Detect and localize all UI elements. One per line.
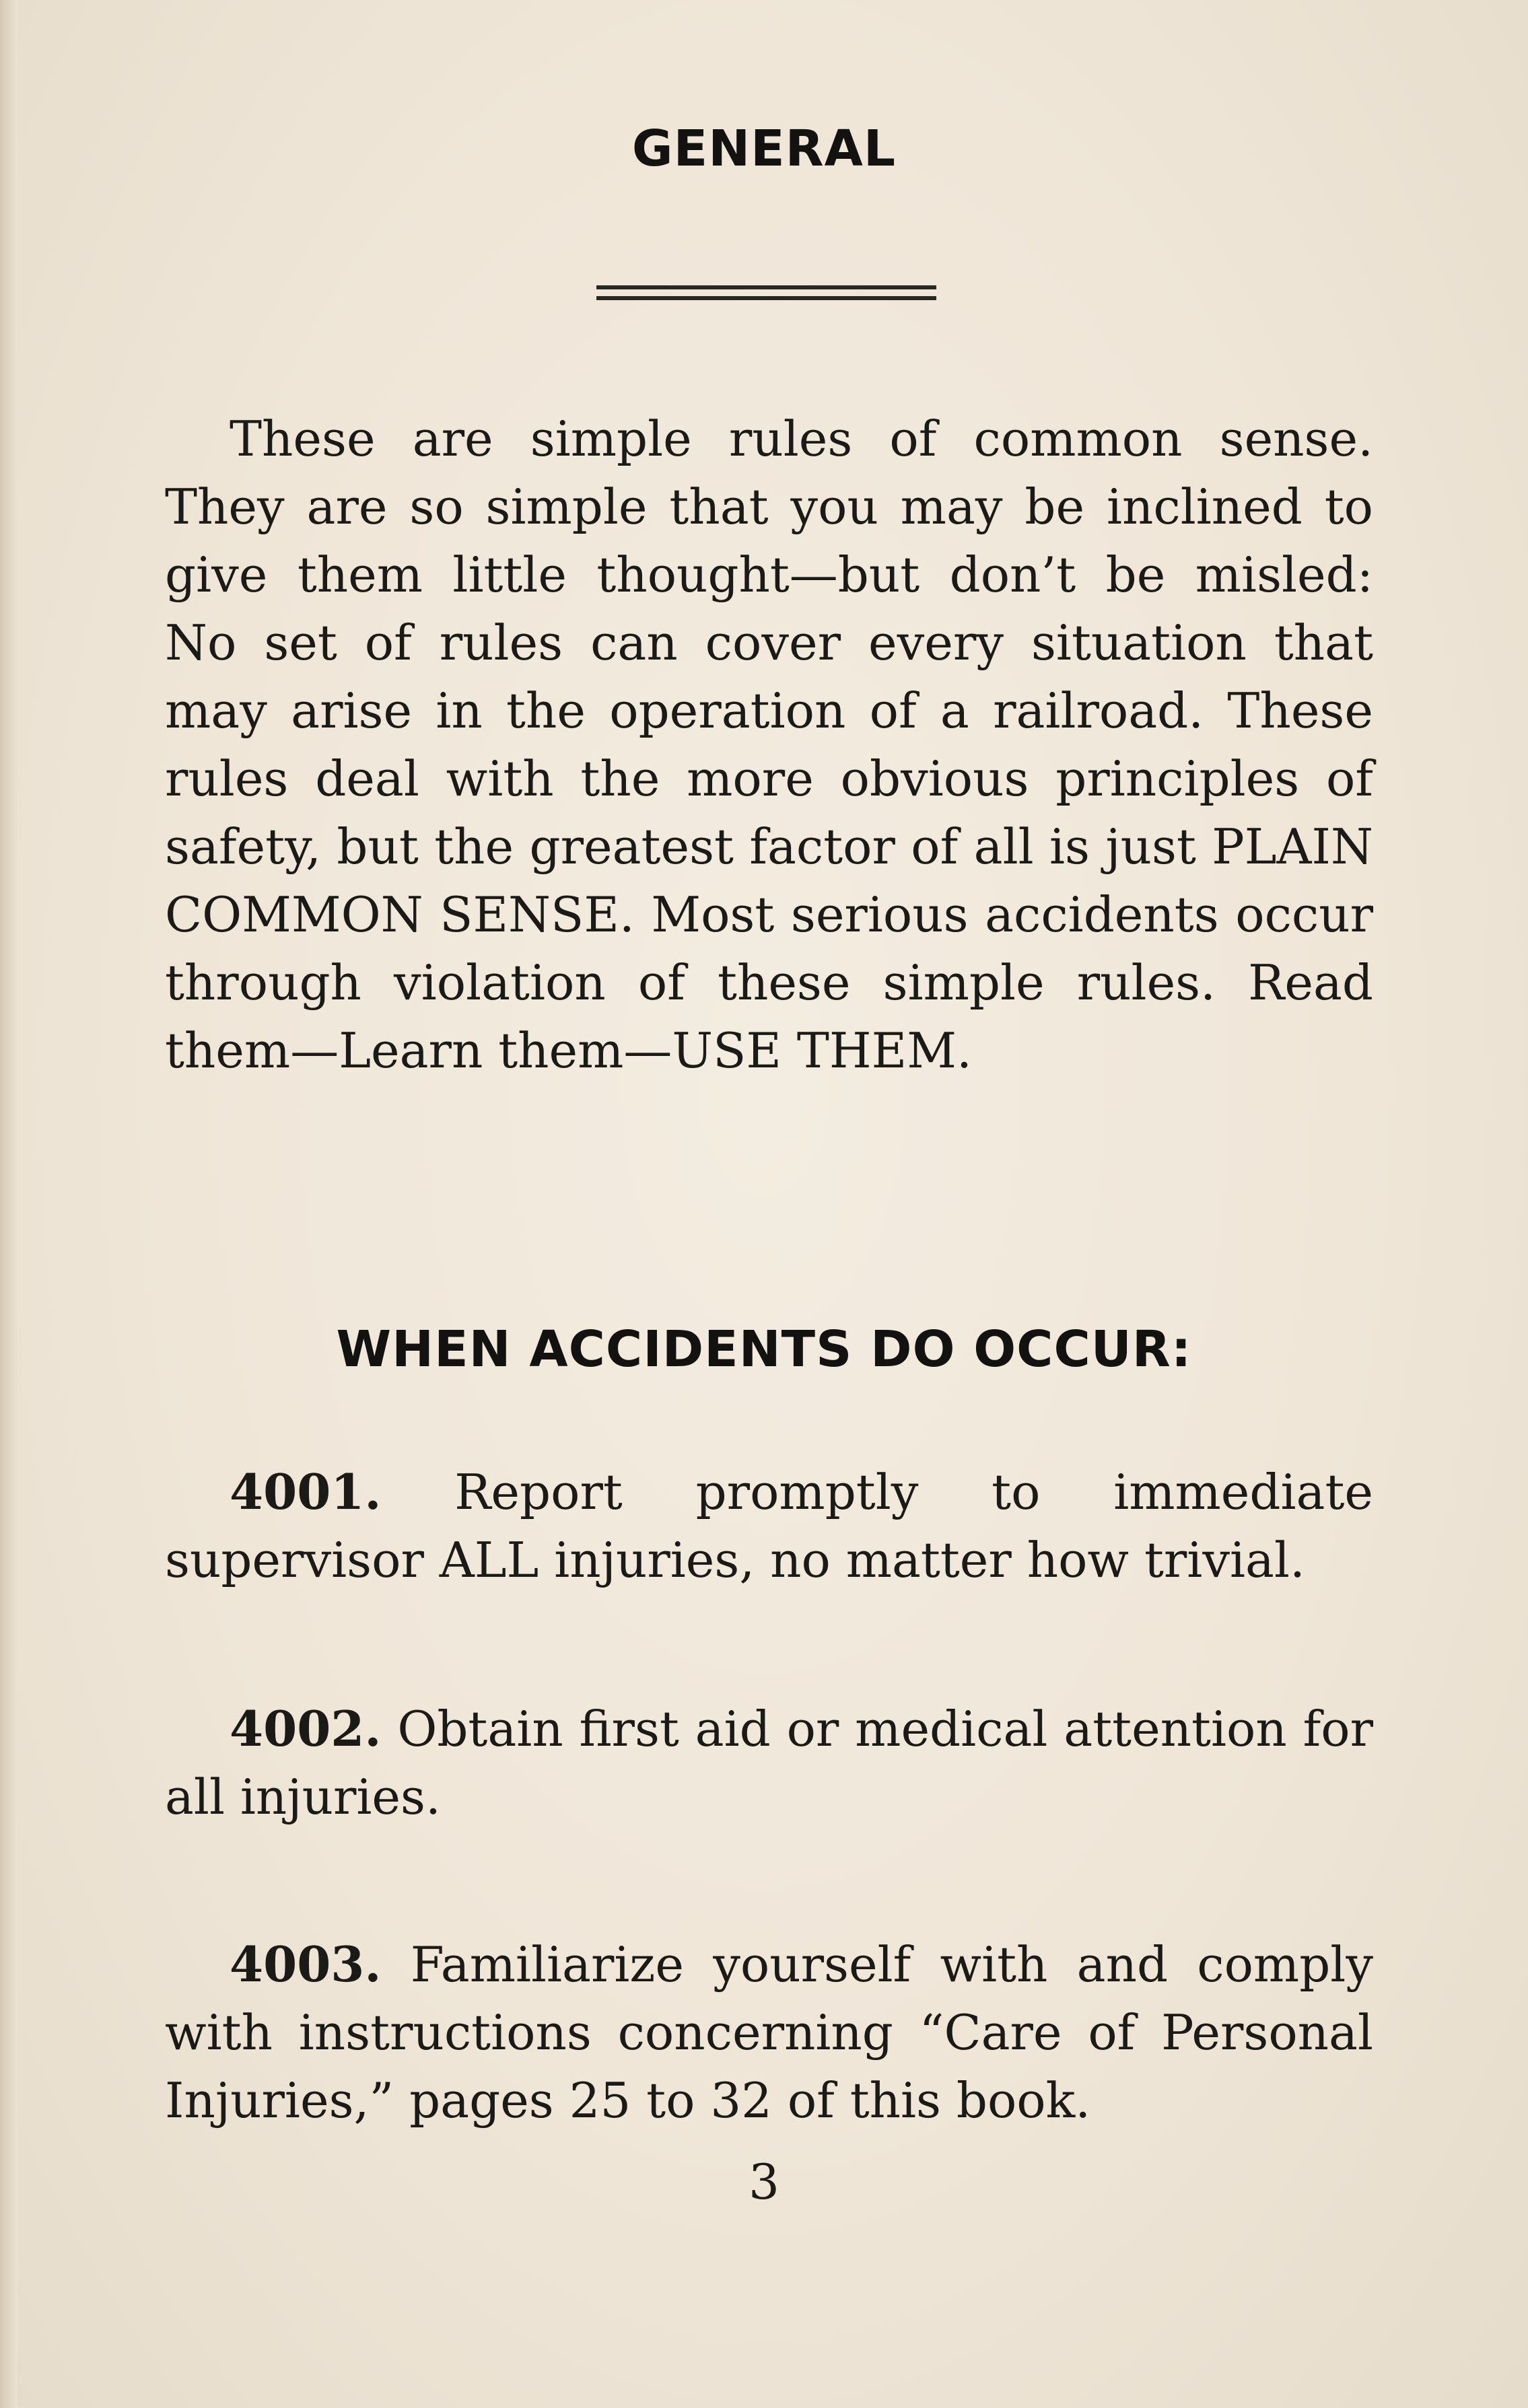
rule-number: 4003. <box>230 1936 382 1993</box>
rule-number: 4001. <box>230 1463 382 1520</box>
rule-text: Report promptly to immediate supervisor ALL injuries, no matter how trivial. <box>165 1464 1373 1588</box>
double-rule-bottom-line <box>596 296 936 300</box>
rule-text: Familiarize yourself with and comply with instructions concerning “Care of Personal Injuries,” pages 25 to 32 of this book. <box>165 1936 1373 2129</box>
rule-4002 <box>165 1695 1373 1831</box>
general-heading: GENERAL <box>631 120 897 178</box>
rule-4001 <box>165 1458 1373 1594</box>
rule-4003 <box>165 1930 1373 2135</box>
page-binding-edge <box>0 0 18 2408</box>
page-number: 3 <box>749 2154 779 2210</box>
rule-number: 4002. <box>230 1700 382 1757</box>
double-rule-top-line <box>596 285 936 289</box>
intro-paragraph: These are simple rules of common sense. They are so simple that you may be inclined to give them little thought—but don’t be misled: No set of rules can cover every situation that may arise in the operation of a railroad. These rules deal with the more obvious principles of safety, but the greatest factor of all is just PLAIN COMMON SENSE. Most serious accidents occur through violation of these simple rules. Read them—Learn them—USE THEM. <box>165 411 1373 1079</box>
accidents-heading: WHEN ACCIDENTS DO OCCUR: <box>336 1320 1192 1378</box>
rule-text: Obtain first aid or medical attention for all injuries. <box>165 1701 1373 1825</box>
